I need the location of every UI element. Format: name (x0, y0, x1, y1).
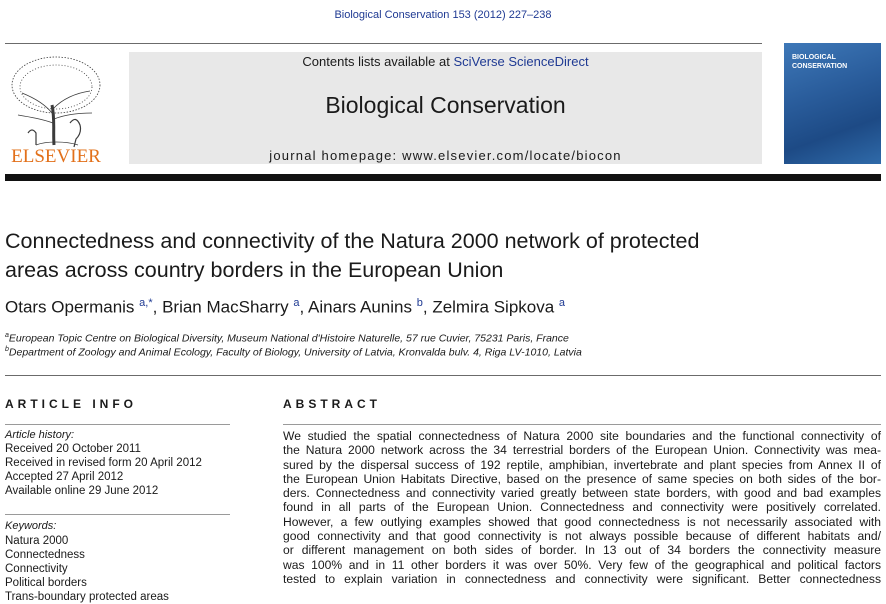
abstract-line: the Natura 2000 network across the 34 terrestrial borders of the European Union. Connectivity was mea- (283, 443, 881, 458)
author-affiliation-mark[interactable]: a (558, 297, 566, 309)
journal-masthead (129, 52, 762, 164)
affiliation-mark: a (5, 332, 9, 339)
article-info-heading: ARTICLE INFO (5, 397, 137, 411)
abstract-line: the European Union Habitats Directive, based on the presence of same species on both sides of the bor- (283, 471, 881, 486)
affiliation-text: Department of Zoology and Animal Ecology, Faculty of Biology, University of Latvia, Kronvalda bulv. 4, Riga LV-1010, Latvia (8, 346, 582, 359)
cover-title-line1: BIOLOGICAL (792, 54, 836, 61)
keyword-item: Connectivity (5, 563, 68, 575)
keyword-item: Natura 2000 (5, 535, 69, 547)
affiliation-b (5, 346, 875, 359)
author-separator: , (152, 297, 163, 317)
author-name[interactable]: Ainars Aunins (308, 297, 417, 317)
journal-homepage-link[interactable]: journal homepage: www.elsevier.com/locate/biocon (269, 148, 622, 163)
abstract-line: However, a few outlying examples showed that good connectedness is not necessarily associated with (283, 514, 881, 529)
header-thick-divider (5, 174, 881, 181)
abstract-divider (283, 424, 881, 425)
header-divider (5, 43, 762, 44)
keywords-heading: Keywords: (5, 520, 57, 532)
article-title-line1: Connectedness and connectivity of the Natura 2000 network of protected (5, 229, 700, 253)
abstract-body (283, 429, 881, 586)
contents-prefix: Contents lists available at (302, 54, 454, 69)
author-name[interactable]: Zelmira Sipkova (432, 297, 559, 317)
publisher-wordmark: ELSEVIER (11, 146, 101, 167)
contents-availability-line (129, 54, 762, 69)
abstract-heading: ABSTRACT (283, 397, 381, 411)
abstract-line: tested to explain variation in connectedness and connectivity were significant. Better connectedness (283, 571, 881, 586)
article-info-divider (5, 424, 230, 425)
history-received: Received 20 October 2011 (5, 443, 141, 455)
abstract-line: or different management on both sides of border. In 13 out of 34 borders the connectivity measure (283, 543, 881, 558)
author-separator: , (299, 297, 309, 317)
history-accepted: Accepted 27 April 2012 (5, 471, 124, 483)
affiliation-a (5, 332, 875, 345)
cover-title-line2: CONSERVATION (792, 63, 848, 70)
keywords-divider (5, 514, 230, 515)
article-title-line2: areas across country borders in the European Union (5, 258, 504, 282)
abstract-line: We studied the spatial connectedness of Natura 2000 site boundaries and the functional connectivity of (283, 429, 881, 443)
abstract-line: sured by the dispersal success of 192 reptile, amphibian, invertebrate and plant species from Annex II of (283, 457, 881, 472)
author-affiliation-mark[interactable]: b (416, 297, 423, 309)
abstract-line: good connectivity and that good connectivity is not always possible because of different habitats and/ (283, 529, 881, 544)
affiliation-text: European Topic Centre on Biological Diversity, Museum National d'Histoire Naturelle, 57 rue Cuvier, 75231 Paris, France (8, 332, 569, 345)
abstract-line: was 100% and in 11 other borders it was over 50%. Very few of the geographical and political factors (283, 557, 881, 572)
section-divider (5, 375, 881, 376)
affiliation-mark: b (5, 346, 9, 353)
keyword-item: Connectedness (5, 549, 85, 561)
author-separator: , (422, 297, 433, 317)
abstract-line: ders. Connectedness and connectivity varied greatly between state borders, with good and bad examples (283, 486, 881, 501)
keyword-item: Political borders (5, 577, 87, 589)
journal-cover-thumbnail[interactable] (784, 43, 881, 164)
author-affiliation-mark[interactable]: a,* (139, 297, 153, 309)
author-affiliation-mark[interactable]: a (293, 297, 300, 309)
abstract-line: found in all parts of the European Union. Connectedness and connectivity were positively correlated. (283, 500, 881, 515)
keyword-item: Trans-boundary protected areas (5, 591, 169, 603)
article-history-heading: Article history: (5, 429, 75, 441)
author-name[interactable]: Brian MacSharry (162, 297, 294, 317)
article-title (5, 227, 875, 285)
history-online: Available online 29 June 2012 (5, 485, 159, 497)
sciencedirect-link[interactable]: SciVerse ScienceDirect (453, 54, 589, 69)
author-name[interactable]: Otars Opermanis (5, 297, 140, 317)
journal-citation[interactable]: Biological Conservation 153 (2012) 227–238 (334, 9, 552, 21)
history-revised: Received in revised form 20 April 2012 (5, 457, 202, 469)
author-list (5, 297, 875, 318)
journal-title: Biological Conservation (325, 92, 566, 118)
cover-title (792, 53, 877, 71)
